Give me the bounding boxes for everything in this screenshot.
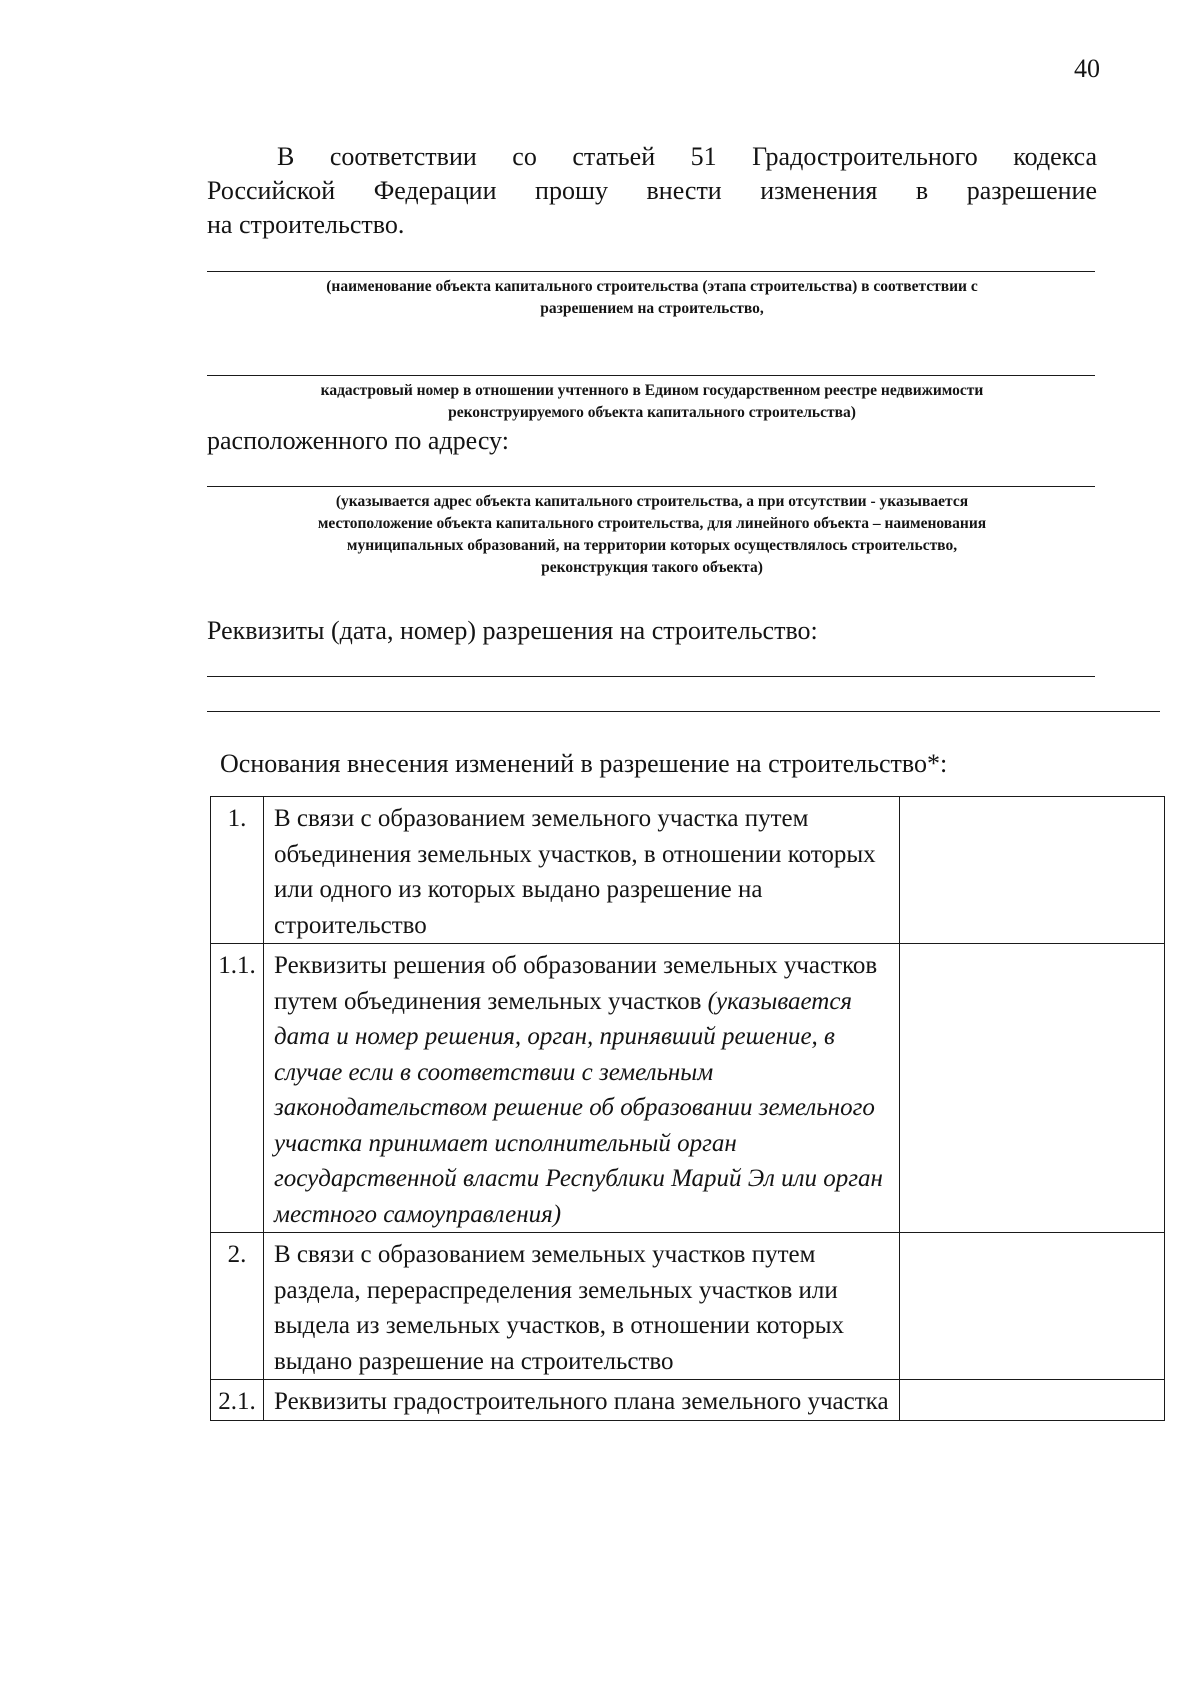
intro-line: на строительство.: [207, 210, 405, 239]
permit-requisites-line: [207, 676, 1095, 677]
permit-requisites-line: [207, 711, 1160, 712]
intro-line: Российской Федерации прошу внести изменения в разрешение: [207, 176, 1097, 205]
row-note: (указывается дата и номер решения, орган, принявший решение, в случае если в соответствии с земельным законодательством решение об образовании земельного участка принимает исполнительный орган государственной власти Республики Марий Эл или орган местного самоуправления): [274, 987, 883, 1228]
table-row: [211, 797, 1165, 944]
cadastral-caption: кадастровый номер в отношении учтенного в Едином государственном реестре недвижимости реконструируемого объекта капитального строительства): [320, 382, 984, 421]
row-mark-cell[interactable]: [900, 1233, 1165, 1380]
row-text: В связи с образованием земельного участка путем объединения земельных участков, в отношении которых или одного из которых выдано разрешение на строительство: [264, 797, 900, 944]
intro-paragraph: [207, 140, 1097, 242]
row-mark-cell[interactable]: [900, 944, 1165, 1233]
address-line: [207, 486, 1095, 487]
address-caption: (указывается адрес объекта капитального строительства, а при отсутствии - указывается местоположение объекта капитального строительства, для линейного объекта – наименования муниципальных образований, на территории которых осуществлялось строительство, реконструкция такого объекта): [317, 493, 987, 576]
row-number: 2.: [211, 1233, 264, 1380]
row-text: Реквизиты градостроительного плана земельного участка: [264, 1380, 900, 1421]
grounds-table: [210, 796, 1165, 1421]
row-text: В связи с образованием земельных участков путем раздела, перераспределения земельных участков или выдела из земельных участков, в отношении которых выдано разрешение на строительство: [264, 1233, 900, 1380]
row-number: 2.1.: [211, 1380, 264, 1421]
object-name-line: [207, 271, 1095, 272]
row-number: 1.1.: [211, 944, 264, 1233]
table-row: [211, 1380, 1165, 1421]
permit-requisites-label: Реквизиты (дата, номер) разрешения на строительство:: [207, 616, 818, 645]
address-label: расположенного по адресу:: [207, 426, 509, 455]
row-text: Реквизиты решения об образовании земельных участков путем объединения земельных участков (указывается дата и номер решения, орган, принявший решение, в случае если в соответствии с земельным законодательством решение об образовании земельного участка принимает исполнительный орган государственной власти Республики Марий Эл или орган местного самоуправления): [264, 944, 900, 1233]
grounds-title: Основания внесения изменений в разрешение на строительство*:: [220, 749, 948, 778]
intro-line: В соответствии со статьей 51 Градостроительного кодекса: [277, 142, 1097, 171]
table-row: [211, 1233, 1165, 1380]
table-row: [211, 944, 1165, 1233]
page-number: 40: [1074, 54, 1100, 83]
cadastral-number-line: [207, 375, 1095, 376]
row-mark-cell[interactable]: [900, 797, 1165, 944]
row-mark-cell[interactable]: [900, 1380, 1165, 1421]
row-number: 1.: [211, 797, 264, 944]
object-name-caption: (наименование объекта капитального строительства (этапа строительства) в соответствии с разрешением на строительство,: [326, 278, 978, 317]
